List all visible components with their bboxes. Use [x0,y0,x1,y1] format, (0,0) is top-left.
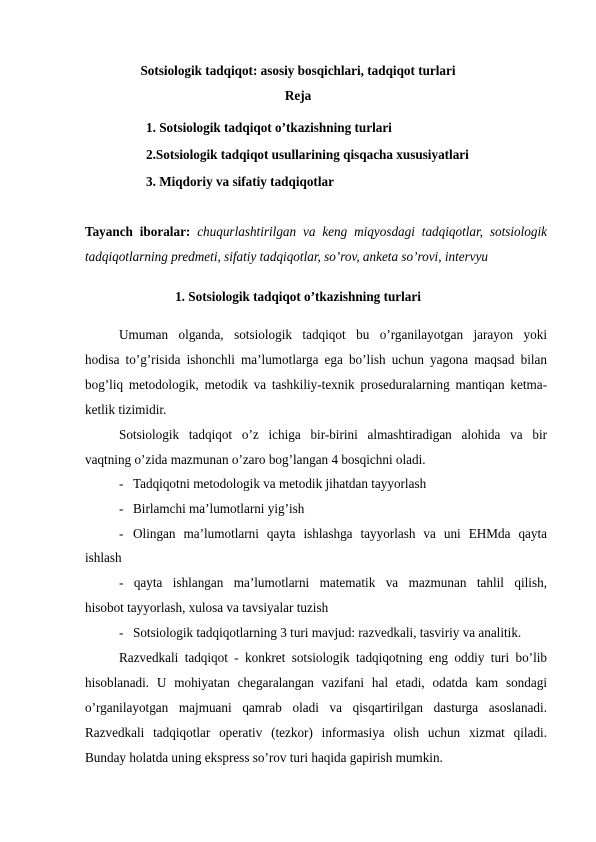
paragraph-line: Razvedkali tadqiqotlar operativ (tezkor) informasiya olish uchun xizmat qiladi. [85,725,547,740]
paragraph-line: bog’liq metodologik, metodik va tashkiliy-texnik proseduralarning mantiqan ketma- [85,377,547,392]
paragraph-line: vaqtning o’zida mazmunan o’zaro bog’langan 4 bosqichni oladi. [85,452,426,467]
paragraph-line: Sotsiologik tadqiqot o’z ichiga bir-birini almashtiradigan alohida va bir [119,427,547,442]
paragraph-line: Umuman olganda, sotsiologik tadqiqot bu o’rganilayotgan jarayon yoki [119,327,547,342]
paragraph-line: Bunday holatda uning ekspress so’rov turi haqida gapirish mumkin. [85,750,443,765]
list-item: Tadqiqotni metodologik va metodik jihatdan tayyorlash [133,476,427,491]
keywords-label: Tayanch iboralar: [85,224,191,239]
section-heading: 1. Sotsiologik tadqiqot o’tkazishning turlari [175,289,421,304]
paragraph-line: o’rganilayotgan majmuani qamrab oladi va qisqartirilgan dasturga asoslanadi. [85,700,547,715]
paragraph-line: hodisa to’g’risida ishonchli ma’lumotlarga ega bo’lish uchun yagona maqsad bilan [85,352,547,367]
paragraph-line: hisoblanadi. U mohiyatan chegaralangan vazifani hal etadi, odatda kam sondagi [85,675,547,690]
list-dash: - [119,625,124,640]
paragraph-line: ketlik tizimidir. [85,402,167,417]
reja-item: 2.Sotsiologik tadqiqot usullarining qisqacha xususiyatlari [146,147,469,162]
document-title: Sotsiologik tadqiqot: asosiy bosqichlari, tadqiqot turlari [140,63,456,78]
reja-item: 3. Miqdoriy va sifatiy tadqiqotlar [146,174,334,189]
list-dash: - [119,526,124,541]
list-dash: - [119,501,124,516]
list-item-continuation: ishlash [85,550,122,565]
reja-item: 1. Sotsiologik tadqiqot o’tkazishning turlari [146,120,392,135]
keywords-text: chuqurlashtirilgan va keng miqyosdagi tadqiqotlar, sotsiologik [197,224,547,239]
keywords-text: tadqiqotlarning predmeti, sifatiy tadqiqotlar, so’rov, anketa so’rovi, intervyu [85,249,489,264]
list-item: Sotsiologik tadqiqotlarning 3 turi mavjud: razvedkali, tasviriy va analitik. [133,625,522,640]
list-dash: - [119,476,124,491]
list-item-continuation: hisobot tayyorlash, xulosa va tavsiyalar tuzish [85,600,329,615]
paragraph-line: Razvedkali tadqiqot - konkret sotsiologik tadqiqotning eng oddiy turi bo’lib [119,650,547,665]
list-item: Birlamchi ma’lumotlarni yig’ish [133,501,305,516]
list-item: - qayta ishlangan ma’lumotlarni matematik va mazmunan tahlil qilish, [119,575,547,590]
list-item: Olingan ma’lumotlarni qayta ishlashga tayyorlash va uni EHMda qayta [133,526,547,541]
keywords-line [85,224,547,240]
reja-heading: Reja [284,88,312,103]
